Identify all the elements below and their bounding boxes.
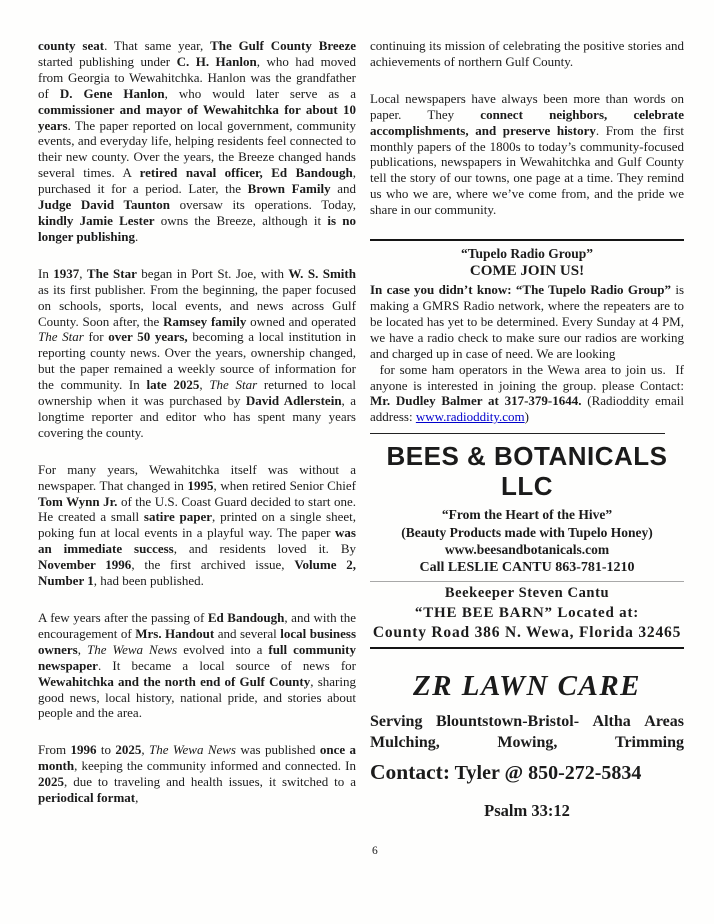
right-column (370, 38, 684, 827)
left-paragraph-4: A few years after the passing of Ed Bandough, and with the encouragement of Mrs. Handout and several local business owners, The Wewa News evolved into a full community newspaper. It became a local source of news for Wewahitchka and the north end of Gulf County, sharing good news, local history, national pride, and stories about people and the area. (38, 610, 357, 721)
bees-tagline: “From the Heart of the Hive” (441, 507, 613, 523)
lawn-serving-word: Blountstown-Bristol- (435, 712, 580, 730)
page-number: 6 (372, 845, 378, 857)
lawn-service-word: Mowing, (497, 734, 558, 752)
psalm-reference: Psalm 33:12 (484, 800, 570, 820)
lawn-serving-word: Altha (592, 712, 631, 730)
thin-divider (370, 581, 684, 582)
lawn-business-name: ZR LAWN CARE (412, 669, 642, 702)
lawn-contact-value: Tyler @ 850-272-5834 (450, 761, 642, 784)
left-paragraph-5: From 1996 to 2025, The Wewa News was published once a month, keeping the community informed and connected. In 2025, due to traveling and health issues, it switched to a periodical format, (38, 742, 357, 806)
bees-botanicals-ad (370, 441, 684, 649)
right-paragraph-2: Local newspapers have always been more than words on paper. They connect neighbors, celebrate accomplishments, and preserve history. From the first monthly papers of the 1800s to today’s community-focused publications, newspapers in Wewahitchka and Gulf County tell the story of our towns, one page at a time. They remind us who we are, where we’ve come from, and the pride we share in our community. (370, 90, 684, 218)
section-divider (370, 433, 665, 434)
section-divider (370, 239, 684, 241)
tupelo-title: “Tupelo Radio Group” (460, 246, 594, 262)
tupelo-radio-section (370, 239, 684, 434)
bees-products: (Beauty Products made with Tupelo Honey) (401, 524, 653, 540)
lawn-serving-word: Areas (644, 712, 684, 730)
left-paragraph-1: county seat. That same year, The Gulf County Breeze started publishing under C. H. Hanlon, who had moved from Georgia to Wewahitchka. Hanlon was the grandfather of D. Gene Hanlon, who would later serve as a commissioner and mayor of Wewahitchka for about 10 years. The paper reported on local government, community events, and everyday life, helping residents feel connected to their new county. Over the years, the Breeze changed hands several times. A retired naval officer, Ed Bandough, purchased it for a period. Later, the Brown Family and Judge David Taunton oversaw its operations. Today, kindly Jamie Lester owns the Breeze, although it is no longer publishing. (38, 38, 356, 244)
right-paragraph-1: continuing its mission of celebrating the positive stories and achievements of northern Gulf County. (370, 38, 684, 69)
left-paragraph-2: In 1937, The Star began in Port St. Joe, with W. S. Smith as its first publisher. From the beginning, the paper focused on schools, sports, local events, and news across Gulf County. Soon after, the Ramsey family owned and operated The Star for over 50 years, becoming a local institution in reporting county news. Over the years, ownership changed, but the paper remained a weekly source of information for the community. In late 2025, The Star returned to local ownership when it was purchased by David Adlerstein, a longtime reporter and editor who has spent many years covering the county. (38, 265, 357, 440)
tupelo-body: In case you didn’t know: “The Tupelo Radio Group” is making a GMRS Radio network, where the repeaters are to be located has yet to be determined. Every Sunday at 4 PM, we have a radio check to make sure our radios are working and charged up in case of need. We are looking for some ham operators in the Wewa area to join us. If anyone is interested in joining the group. please Contact: Mr. Dudley Balmer at 317-379-1644. (Radioddity email address: www.radioddity.com) (370, 282, 685, 425)
lawn-services-line (370, 732, 684, 754)
bee-barn-address: County Road 386 N. Wewa, Florida 32465 (372, 623, 682, 641)
beekeeper-name: Beekeeper Steven Cantu (444, 584, 610, 601)
section-divider (370, 647, 684, 649)
left-column (38, 38, 356, 827)
bee-barn-located: “THE BEE BARN” Located at: (414, 604, 640, 621)
lawn-serving-word: Serving (370, 712, 423, 730)
bees-business-name: BEES & BOTANICALS LLC (386, 441, 668, 502)
two-column-layout (38, 38, 684, 827)
lawn-service-word: Mulching, (370, 734, 440, 752)
lawn-serving-line (370, 711, 684, 733)
radioddity-link[interactable]: www.radioddity.com (415, 409, 525, 425)
lawn-service-word: Trimming (614, 734, 684, 752)
zr-lawn-care-ad (370, 670, 684, 819)
lawn-contact-line (370, 759, 684, 786)
lawn-contact-label: Contact: (370, 759, 451, 784)
left-paragraph-3: For many years, Wewahitchka itself was without a newspaper. That changed in 1995, when retired Senior Chief Tom Wynn Jr. of the U.S. Coast Guard decided to start one. He created a small satire paper, printed on a single sheet, poking fun at local events in a playful way. The paper was an immediate success, and residents loved it. By November 1996, the first archived issue, Volume 2, Number 1, had been published. (38, 461, 357, 589)
bees-phone-line: Call LESLIE CANTU 863-781-1210 (419, 559, 635, 575)
bees-website: www.beesandbotanicals.com (444, 542, 610, 558)
tupelo-cta: COME JOIN US! (469, 263, 585, 280)
